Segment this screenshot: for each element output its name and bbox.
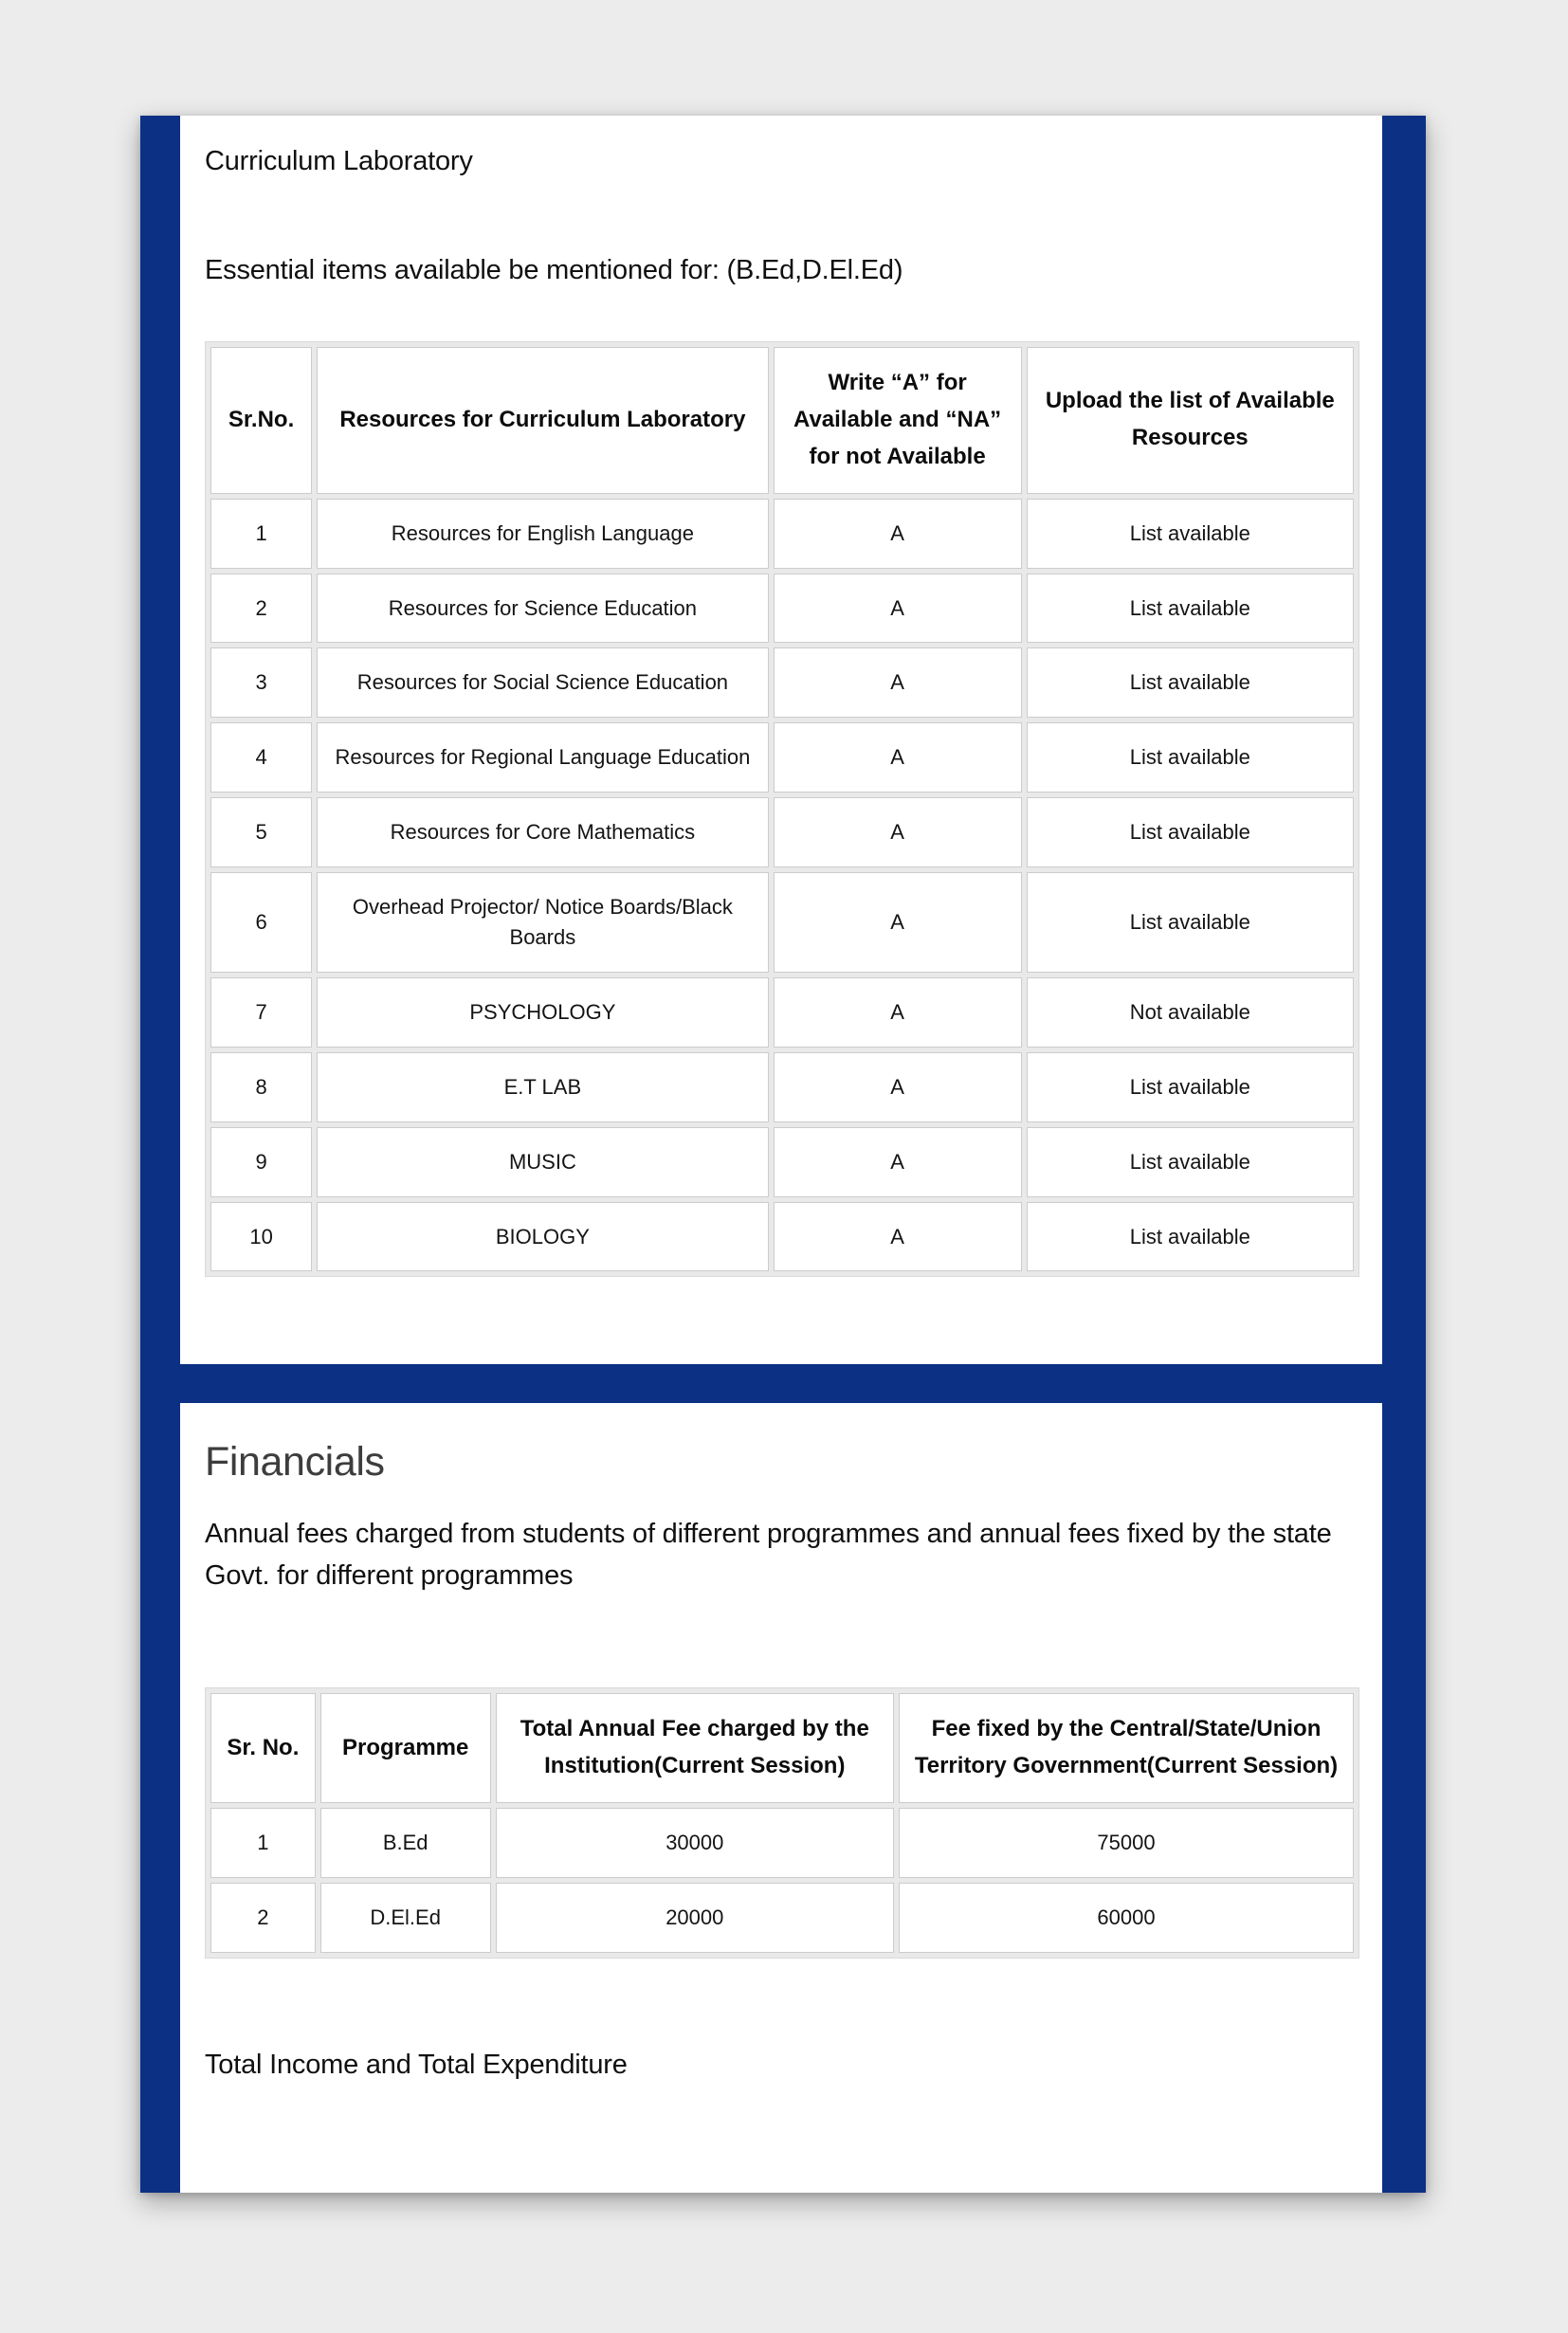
header-row <box>210 1693 1354 1803</box>
column-header: Upload the list of Available Resources <box>1027 347 1354 494</box>
table-cell: B.Ed <box>320 1808 491 1878</box>
curriculum-laboratory-section <box>180 116 1382 1364</box>
table-cell: List available <box>1027 722 1354 793</box>
table-cell: A <box>774 977 1022 1048</box>
table-cell: 75000 <box>899 1808 1354 1878</box>
table-row <box>210 977 1354 1048</box>
table-cell: 6 <box>210 872 312 973</box>
table-cell: 20000 <box>496 1883 894 1953</box>
table-cell: List available <box>1027 872 1354 973</box>
table-row <box>210 872 1354 973</box>
financials-description: Annual fees charged from students of different programmes and annual fees fixed by the state Govt. for different programmes <box>205 1519 1332 1591</box>
column-header: Sr.No. <box>210 347 312 494</box>
table-cell: 3 <box>210 647 312 718</box>
column-header: Sr. No. <box>210 1693 316 1803</box>
table-cell: Resources for Science Education <box>317 574 768 644</box>
table-row <box>210 647 1354 718</box>
table-cell: List available <box>1027 1052 1354 1122</box>
table-cell: List available <box>1027 574 1354 644</box>
table-cell: A <box>774 797 1022 867</box>
table-cell: 1 <box>210 499 312 569</box>
table-cell: List available <box>1027 797 1354 867</box>
table-cell: 8 <box>210 1052 312 1122</box>
table-cell: 60000 <box>899 1883 1354 1953</box>
panel-divider <box>180 1364 1382 1403</box>
column-header: Write “A” for Available and “NA” for not Available <box>774 347 1022 494</box>
table-cell: A <box>774 1127 1022 1197</box>
table-cell: MUSIC <box>317 1127 768 1197</box>
column-header: Fee fixed by the Central/State/Union Territory Government(Current Session) <box>899 1693 1354 1803</box>
table-row <box>210 722 1354 793</box>
table-row <box>210 1052 1354 1122</box>
table-cell: A <box>774 872 1022 973</box>
curriculum-section-subtitle: Essential items available be mentioned for: (B.Ed,D.El.Ed) <box>205 255 903 285</box>
table-cell: 10 <box>210 1202 312 1272</box>
column-header: Total Annual Fee charged by the Institution(Current Session) <box>496 1693 894 1803</box>
curriculum-resources-table <box>205 341 1359 1277</box>
table-cell: PSYCHOLOGY <box>317 977 768 1048</box>
table-cell: 30000 <box>496 1808 894 1878</box>
table-cell: 2 <box>210 574 312 644</box>
header-row <box>210 347 1354 494</box>
table-cell: Resources for Social Science Education <box>317 647 768 718</box>
table-cell: A <box>774 722 1022 793</box>
table-row <box>210 1883 1354 1953</box>
table-cell: Resources for English Language <box>317 499 768 569</box>
table-row <box>210 574 1354 644</box>
table-cell: A <box>774 647 1022 718</box>
report-panel <box>140 116 1426 2193</box>
column-header: Resources for Curriculum Laboratory <box>317 347 768 494</box>
table-cell: List available <box>1027 1202 1354 1272</box>
table-cell: Resources for Core Mathematics <box>317 797 768 867</box>
table-cell: Not available <box>1027 977 1354 1048</box>
income-expenditure-heading: Total Income and Total Expenditure <box>205 2049 628 2080</box>
table-cell: A <box>774 499 1022 569</box>
table-row <box>210 797 1354 867</box>
table-cell: 4 <box>210 722 312 793</box>
table-cell: 5 <box>210 797 312 867</box>
financials-title: Financials <box>205 1439 385 1485</box>
table-row <box>210 1127 1354 1197</box>
table-row <box>210 1202 1354 1272</box>
table-cell: D.El.Ed <box>320 1883 491 1953</box>
table-cell: List available <box>1027 647 1354 718</box>
table-cell: List available <box>1027 1127 1354 1197</box>
curriculum-section-title: Curriculum Laboratory <box>205 146 473 176</box>
table-row <box>210 499 1354 569</box>
financials-section <box>180 1403 1382 2193</box>
table-cell: 7 <box>210 977 312 1048</box>
table-cell: List available <box>1027 499 1354 569</box>
table-cell: 2 <box>210 1883 316 1953</box>
table-cell: A <box>774 1202 1022 1272</box>
annual-fees-table <box>205 1687 1359 1959</box>
column-header: Programme <box>320 1693 491 1803</box>
table-row <box>210 1808 1354 1878</box>
table-cell: Overhead Projector/ Notice Boards/Black Boards <box>317 872 768 973</box>
table-cell: Resources for Regional Language Education <box>317 722 768 793</box>
table-cell: E.T LAB <box>317 1052 768 1122</box>
table-cell: A <box>774 574 1022 644</box>
table-cell: 9 <box>210 1127 312 1197</box>
table-cell: A <box>774 1052 1022 1122</box>
table-cell: BIOLOGY <box>317 1202 768 1272</box>
table-cell: 1 <box>210 1808 316 1878</box>
